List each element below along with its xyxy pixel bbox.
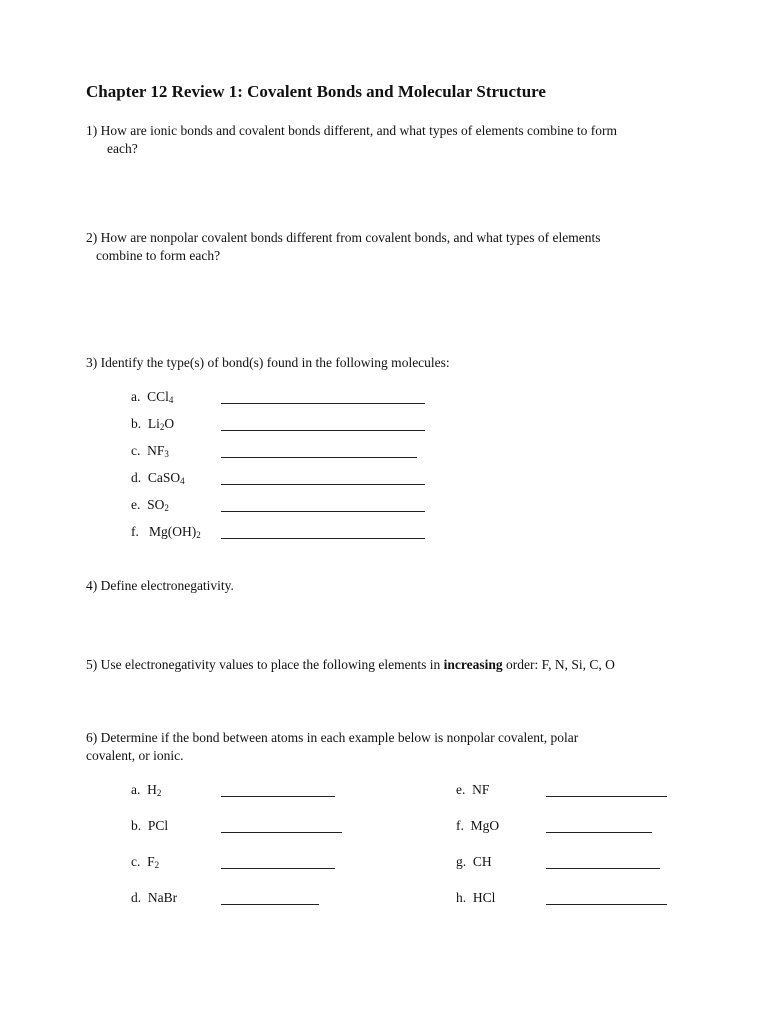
item-formula: $SO_2$ xyxy=(147,497,169,513)
q3-item-a xyxy=(131,389,173,405)
item-formula: CaSO$_4$ xyxy=(147,470,185,486)
item-letter: a. xyxy=(131,389,141,404)
q6-answer-line-a[interactable] xyxy=(221,796,335,797)
q6-item-d: d. NaBr xyxy=(131,890,178,905)
item-formula: PCl xyxy=(147,818,169,833)
question-6-line-1: 6) Determine if the bond between atoms in each example below is nonpolar covalent, polar xyxy=(86,730,579,745)
q6-item-g: g. CH xyxy=(456,854,492,869)
item-formula: $F_2$ xyxy=(147,854,160,870)
q3-item-c xyxy=(131,443,169,459)
question-1-line-2: each? xyxy=(107,141,138,156)
item-letter: d. xyxy=(131,470,142,485)
q6-item-h: h. HCl xyxy=(456,890,496,905)
q6-answer-line-e[interactable] xyxy=(546,796,667,797)
q6-item-e: e. NF xyxy=(456,782,490,797)
question-1 xyxy=(86,122,617,158)
q6-answer-line-g[interactable] xyxy=(546,868,660,869)
item-letter: c. xyxy=(131,443,141,458)
item-letter: f. xyxy=(131,524,139,539)
item-formula: $H_2$ xyxy=(147,782,162,798)
question-2 xyxy=(86,229,600,265)
item-formula: $NF_3$ xyxy=(147,443,169,459)
q3-answer-line-e[interactable] xyxy=(221,511,425,512)
q6-item-c: c. $F_2$ xyxy=(131,854,160,870)
q6-answer-line-c[interactable] xyxy=(221,868,335,869)
emphasis-increasing: increasing xyxy=(443,657,503,672)
q3-item-d xyxy=(131,470,185,486)
q3-item-b xyxy=(131,416,174,432)
q3-answer-line-d[interactable] xyxy=(221,484,425,485)
item-letter: b. xyxy=(131,416,142,431)
q6-item-b: b. PCl xyxy=(131,818,169,833)
question-6-line-2: covalent, or ionic. xyxy=(86,748,184,763)
q6-item-f: f. MgO xyxy=(456,818,500,833)
q3-answer-line-f[interactable] xyxy=(221,538,425,539)
question-5: 5) Use electronegativity values to place the following elements in increasing order: F, N, Si, C, O xyxy=(86,657,615,672)
question-2-line-2: combine to form each? xyxy=(96,248,221,263)
item-formula: MgO xyxy=(470,818,500,833)
item-formula: NF xyxy=(472,782,490,797)
item-formula: CH xyxy=(472,854,492,869)
page-title: Chapter 12 Review 1: Covalent Bonds and Molecular Structure xyxy=(86,82,546,101)
item-formula: $Li_2O$ xyxy=(147,416,175,432)
item-letter: e. xyxy=(131,497,141,512)
q3-answer-line-c[interactable] xyxy=(221,457,417,458)
item-formula: NaBr xyxy=(147,890,178,905)
item-formula: CCl$_4$ xyxy=(147,389,174,405)
question-4: 4) Define electronegativity. xyxy=(86,578,234,593)
q6-answer-line-f[interactable] xyxy=(546,832,652,833)
q6-answer-line-b[interactable] xyxy=(221,832,342,833)
q3-answer-line-a[interactable] xyxy=(221,403,425,404)
question-6 xyxy=(86,729,578,765)
item-formula: HCl xyxy=(472,890,496,905)
question-2-line-1: 2) How are nonpolar covalent bonds different from covalent bonds, and what types of elements xyxy=(86,230,601,245)
q3-answer-line-b[interactable] xyxy=(221,430,425,431)
q3-item-f xyxy=(131,524,201,540)
q6-answer-line-h[interactable] xyxy=(546,904,667,905)
q6-item-a: a. $H_2$ xyxy=(131,782,162,798)
q3-item-e xyxy=(131,497,169,513)
q6-answer-line-d[interactable] xyxy=(221,904,319,905)
item-formula: $Mg(OH)_2$ xyxy=(149,524,201,540)
question-1-line-1: 1) How are ionic bonds and covalent bonds different, and what types of elements combine to form xyxy=(86,123,617,138)
question-3: 3) Identify the type(s) of bond(s) found in the following molecules: xyxy=(86,355,450,370)
